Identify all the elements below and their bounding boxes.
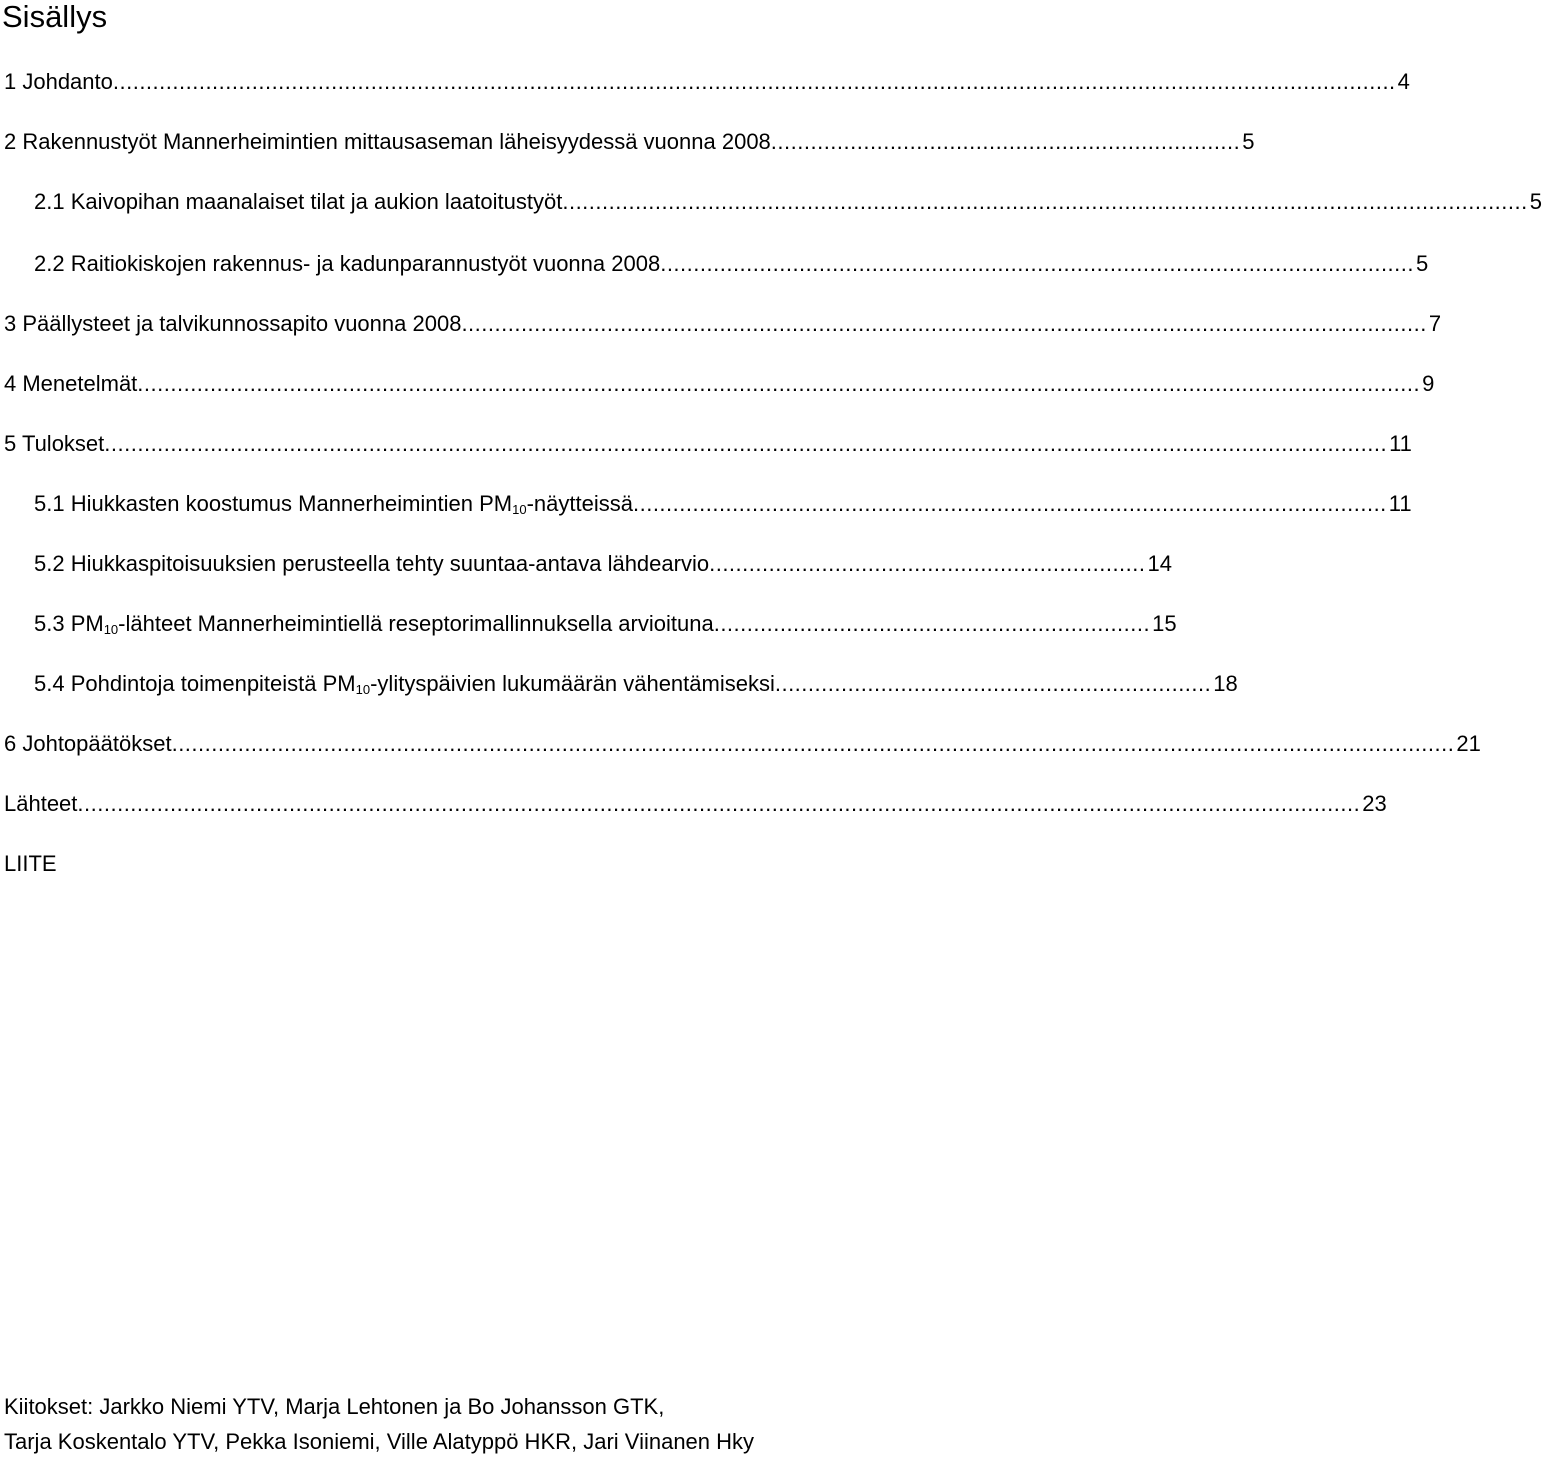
toc-entry-label-text: -näytteissä — [526, 491, 633, 516]
toc-entry-label: 6 Johtopäätökset — [4, 731, 172, 756]
toc-entry[interactable] — [34, 610, 1177, 638]
toc-entry-page: 4 — [1397, 69, 1410, 94]
toc-entry-leader: ....................................................................... — [770, 129, 1241, 154]
toc-entry-label: 2.2 Raitiokiskojen rakennus- ja kadunparannustyöt vuonna 2008 — [34, 251, 661, 276]
acknowledgement-line: Tarja Koskentalo YTV, Pekka Isoniemi, Ville Alatyppö HKR, Jari Viinanen Hky — [4, 1429, 755, 1454]
toc-entry-leader: .................................................................................................................................................................................................. — [104, 431, 1388, 456]
toc-entry-leader: .................................................................. — [774, 671, 1212, 696]
toc-entry[interactable] — [4, 68, 1410, 96]
toc-entry-label-text: 5.3 PM — [34, 611, 104, 636]
toc-entry-page: 11 — [1389, 431, 1412, 456]
toc-entry[interactable] — [4, 128, 1255, 156]
toc-heading: Sisällys — [2, 0, 108, 34]
toc-entry-label: 1 Johdanto — [4, 69, 113, 94]
toc-entry-label: 4 Menetelmät — [4, 371, 138, 396]
toc-entry-leader: .................................................................................................................................................................................................. — [112, 69, 1396, 94]
toc-entry-label-text: 5.4 Pohdintoja toimenpiteistä PM — [34, 671, 356, 696]
toc-entry-label: Lähteet — [4, 791, 78, 816]
toc-entry-page: 21 — [1456, 731, 1481, 756]
toc-entry-page: 14 — [1147, 551, 1172, 576]
toc-entry-label-text: -ylityspäivien lukumäärän vähentämiseksi — [370, 671, 775, 696]
toc-entry-label-text: 5.1 Hiukkasten koostumus Mannerheimintien PM — [34, 491, 513, 516]
toc-entry-page: 18 — [1213, 671, 1238, 696]
subscript: 10 — [355, 682, 371, 697]
toc-entry[interactable] — [34, 250, 1429, 278]
toc-entry-leader: .................................................................................................................................................. — [461, 311, 1427, 336]
subscript: 10 — [512, 502, 527, 517]
toc-entry[interactable] — [34, 670, 1238, 698]
toc-entry[interactable] — [4, 310, 1442, 338]
toc-entry[interactable] — [34, 490, 1412, 518]
toc-entry-label: 3 Päällysteet ja talvikunnossapito vuonna 2008 — [4, 311, 462, 336]
toc-entry-page: 23 — [1362, 791, 1387, 816]
toc-entry-page: 5 — [1242, 129, 1255, 154]
toc-entry-label — [34, 670, 775, 698]
toc-entry-leader: .................................................................................................................. — [660, 251, 1415, 276]
subscript: 10 — [103, 622, 119, 637]
appendix-label: LIITE — [4, 851, 57, 876]
toc-entry-leader: .................................................................. — [709, 551, 1146, 576]
toc-entry-page: 7 — [1428, 311, 1442, 336]
toc-entry-label — [34, 610, 714, 638]
toc-entry-page: 5 — [1416, 251, 1429, 276]
toc-entry-label: 2.1 Kaivopihan maanalaiset tilat ja aukion laatoitustyöt — [34, 189, 563, 214]
toc-entry-page: 11 — [1388, 491, 1412, 516]
toc-entry-leader: .................................................................................................................. — [632, 491, 1387, 516]
toc-entry-page: 15 — [1152, 611, 1177, 636]
toc-entry-page: 5 — [1529, 189, 1542, 214]
toc-entry-leader: .................................................................................................................................................................................................. — [171, 731, 1455, 756]
toc-entry[interactable] — [4, 370, 1435, 398]
acknowledgement-line: Kiitokset: Jarkko Niemi YTV, Marja Lehtonen ja Bo Johansson GTK, — [4, 1394, 665, 1419]
toc-entry-label: 5 Tulokset — [4, 431, 105, 456]
toc-entry-label: 2 Rakennustyöt Mannerheimintien mittausaseman läheisyydessä vuonna 2008 — [4, 129, 771, 154]
toc-entry[interactable] — [34, 188, 1542, 216]
toc-entry-leader: .................................................................. — [713, 611, 1151, 636]
toc-entry-leader: .................................................................................................................................................................................................. — [77, 791, 1361, 816]
toc-entry-leader: .................................................................................................................................................. — [562, 189, 1528, 214]
toc-entry[interactable] — [4, 430, 1412, 458]
toc-entry[interactable] — [4, 790, 1387, 818]
toc-entry[interactable] — [4, 730, 1481, 758]
toc-entry-leader: .................................................................................................................................................................................................. — [137, 371, 1421, 396]
toc-entry-label-text: -lähteet Mannerheimintiellä reseptorimallinnuksella arvioituna — [118, 611, 714, 636]
toc-entry-page: 9 — [1422, 371, 1435, 396]
toc-entry-label: 5.2 Hiukkaspitoisuuksien perusteella tehty suuntaa-antava lähdearvio — [34, 551, 710, 576]
toc-entry[interactable] — [34, 550, 1172, 578]
toc-entry-label — [34, 490, 633, 518]
